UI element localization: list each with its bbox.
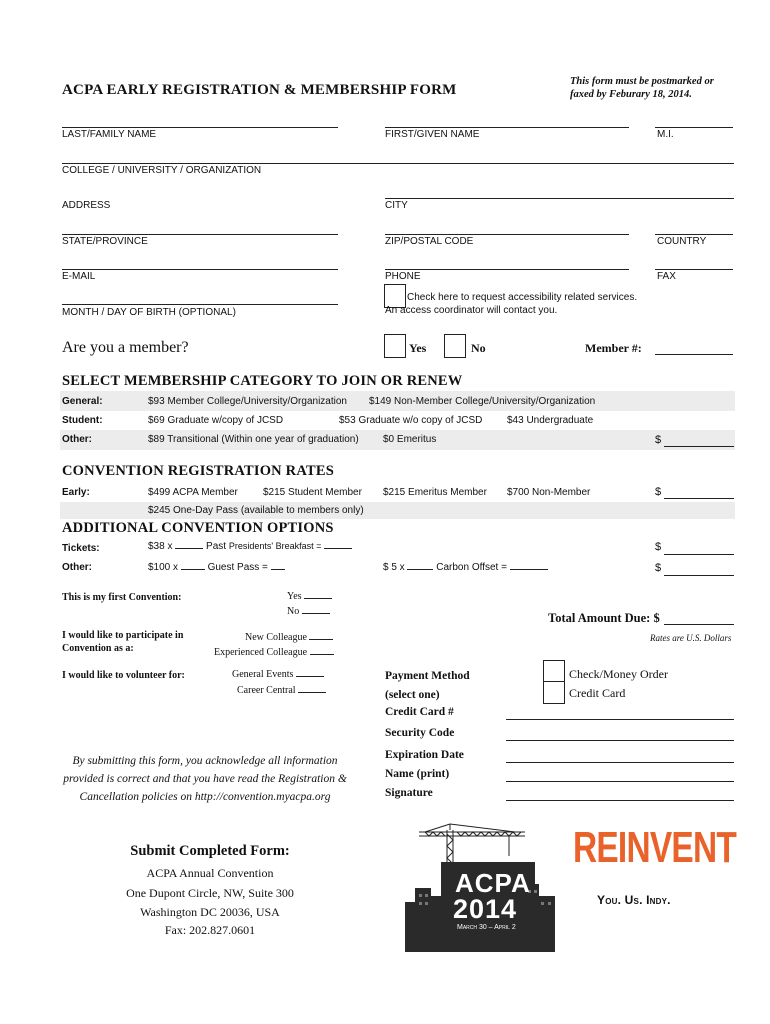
fax-label: FAX [657, 271, 676, 282]
first-convention-yes-label: Yes [287, 591, 302, 602]
email-line[interactable] [62, 269, 338, 270]
carbon-quantity-input[interactable] [407, 569, 433, 570]
dob-line[interactable] [62, 304, 338, 305]
breakfast-total-input[interactable] [324, 548, 352, 549]
membership-section-title: SELECT MEMBERSHIP CATEGORY TO JOIN OR RENEW [62, 373, 463, 389]
check-money-order-checkbox[interactable] [543, 660, 565, 683]
submit-fax: Fax: 202.827.0601 [164, 923, 256, 937]
general-option-1[interactable]: $93 Member College/University/Organization [148, 396, 347, 407]
dob-label: MONTH / DAY OF BIRTH (OPTIONAL) [62, 307, 236, 318]
guest-quantity-input[interactable] [181, 569, 205, 570]
name-print-line[interactable] [506, 781, 734, 782]
carbon-price: $ 5 x [383, 562, 405, 573]
breakfast-item: Presidents' Breakfast = [228, 541, 322, 551]
state-line[interactable] [62, 234, 338, 235]
member-yes-checkbox[interactable] [384, 334, 406, 358]
first-convention-no-label: No [287, 606, 300, 617]
experienced-colleague-blank[interactable] [310, 654, 334, 655]
security-code-label: Security Code [385, 727, 455, 739]
credit-card-checkbox[interactable] [543, 681, 565, 704]
student-label: Student: [62, 415, 103, 426]
convention-dollar-sign: $ [655, 486, 662, 498]
submit-city: Washington DC 20036, USA [140, 905, 280, 919]
form-title: ACPA EARLY REGISTRATION & MEMBERSHIP FORM [62, 82, 457, 98]
carbon-total-input[interactable] [510, 569, 548, 570]
convention-section-title: CONVENTION REGISTRATION RATES [62, 463, 334, 479]
additional-section-title: ADDITIONAL CONVENTION OPTIONS [62, 520, 334, 536]
general-option-2[interactable]: $149 Non-Member College/University/Organization [369, 396, 596, 407]
tickets-label: Tickets: [62, 543, 100, 554]
experienced-colleague-option [214, 647, 334, 658]
mi-line[interactable] [655, 127, 733, 128]
participate-label [62, 629, 183, 655]
tickets-dollar-sign: $ [655, 541, 662, 553]
other-options-label: Other: [62, 562, 92, 573]
experienced-colleague-label: Experienced Colleague [214, 647, 308, 658]
student-option-3[interactable]: $43 Undergraduate [507, 415, 594, 426]
membership-dollar-sign: $ [655, 434, 662, 446]
other-option-2[interactable]: $0 Emeritus [383, 434, 437, 445]
convention-option-student[interactable]: $215 Student Member [263, 487, 362, 498]
new-colleague-blank[interactable] [309, 639, 333, 640]
other-label: Other: [62, 434, 92, 445]
payment-method-line2: (select one) [385, 689, 440, 701]
total-due-line[interactable] [664, 624, 734, 625]
accessibility-line1: Check here to request accessibility related services. [407, 292, 638, 303]
last-name-label: LAST/FAMILY NAME [62, 129, 157, 140]
country-line[interactable] [655, 234, 733, 235]
tickets-amount-line[interactable] [664, 554, 734, 555]
submit-org: ACPA Annual Convention [146, 866, 274, 880]
student-option-2[interactable]: $53 Graduate w/o copy of JCSD [339, 415, 483, 426]
participate-line2: Convention as a: [62, 643, 134, 654]
expiration-label: Expiration Date [385, 749, 464, 761]
signature-label: Signature [385, 787, 433, 799]
postmark-note [570, 75, 714, 101]
name-print-label: Name (print) [385, 768, 450, 780]
first-convention-no [287, 606, 330, 617]
zip-line[interactable] [385, 234, 629, 235]
acpa-2014-logo [405, 822, 555, 952]
convention-option-emeritus[interactable]: $215 Emeritus Member [383, 487, 487, 498]
fax-line[interactable] [655, 269, 733, 270]
payment-method-label [385, 667, 470, 705]
other-dollar-sign: $ [655, 562, 662, 574]
new-colleague-label: New Colleague [245, 632, 307, 643]
last-name-line[interactable] [62, 127, 338, 128]
disclaimer [60, 752, 350, 806]
disclaimer-line3: Cancellation policies on http://convention.myacpa.org [79, 791, 331, 803]
disclaimer-line1: By submitting this form, you acknowledge all information [72, 755, 338, 767]
credit-card-label: Credit Card [569, 686, 626, 700]
other-amount-line[interactable] [664, 575, 734, 576]
member-no-label: No [471, 341, 486, 355]
state-label: STATE/PROVINCE [62, 236, 148, 247]
rates-note: Rates are U.S. Dollars [650, 633, 732, 643]
reinvent-wordmark: REINVENT [573, 823, 737, 872]
accessibility-line2: An access coordinator will contact you. [385, 305, 558, 316]
college-label: COLLEGE / UNIVERSITY / ORGANIZATION [62, 165, 262, 176]
early-label: Early: [62, 487, 90, 498]
address-label: ADDRESS [62, 200, 111, 211]
guest-total-input[interactable] [271, 569, 285, 570]
city-label: CITY [385, 200, 408, 211]
career-central-blank[interactable] [298, 692, 326, 693]
general-label: General: [62, 396, 103, 407]
convention-option-member[interactable]: $499 ACPA Member [148, 487, 238, 498]
submit-heading: Submit Completed Form: [130, 843, 290, 859]
career-central-label: Career Central [237, 685, 296, 696]
check-money-order-label: Check/Money Order [569, 667, 668, 681]
postmark-note-line2: faxed by Feburary 18, 2014. [570, 89, 692, 100]
reinvent-tagline: You. Us. Indy. [597, 893, 671, 907]
breakfast-ticket-row [148, 541, 352, 552]
guest-pass-row [148, 562, 285, 573]
member-number-label: Member #: [585, 341, 642, 355]
disclaimer-line2: provided is correct and that you have read the Registration & [63, 773, 347, 785]
zip-label: ZIP/POSTAL CODE [385, 236, 474, 247]
submit-street: One Dupont Circle, NW, Suite 300 [126, 885, 294, 900]
breakfast-quantity-input[interactable] [175, 548, 203, 549]
phone-line[interactable] [385, 269, 629, 270]
member-number-line[interactable] [655, 354, 733, 355]
card-number-label: Credit Card # [385, 706, 454, 718]
member-yes-label: Yes [409, 341, 427, 355]
general-events-blank[interactable] [296, 676, 324, 677]
first-name-line[interactable] [385, 127, 629, 128]
email-label: E-MAIL [62, 271, 96, 282]
acpa-year: 2014 [453, 894, 518, 924]
convention-amount-line[interactable] [664, 498, 734, 499]
carbon-offset-row [383, 562, 548, 573]
breakfast-price: $38 x [148, 541, 173, 552]
participate-line1: I would like to participate in [62, 630, 184, 641]
other-option-1[interactable]: $89 Transitional (Within one year of graduation) [148, 434, 359, 445]
city-line[interactable] [385, 198, 734, 199]
guest-price: $100 x [148, 562, 179, 573]
phone-label: PHONE [385, 271, 421, 282]
first-name-label: FIRST/GIVEN NAME [385, 129, 480, 140]
general-events-label: General Events [232, 669, 294, 680]
card-number-line[interactable] [506, 719, 734, 720]
carbon-item: Carbon Offset = [436, 562, 507, 573]
convention-option-oneday[interactable]: $245 One-Day Pass (available to members only) [148, 505, 364, 516]
postmark-note-line1: This form must be postmarked or [570, 76, 714, 87]
guest-item: Guest Pass = [207, 562, 268, 573]
member-question: Are you a member? [62, 339, 189, 356]
general-events-option [232, 669, 324, 680]
acpa-wordmark: ACPA [455, 868, 531, 898]
mi-label: M.I. [657, 129, 674, 140]
first-convention-label: This is my first Convention: [62, 592, 182, 603]
student-option-1[interactable]: $69 Graduate w/copy of JCSD [148, 415, 284, 426]
career-central-option [237, 685, 326, 696]
membership-amount-line[interactable] [664, 446, 734, 447]
college-line[interactable] [62, 163, 734, 164]
volunteer-label: I would like to volunteer for: [62, 670, 185, 681]
signature-line[interactable] [506, 800, 734, 801]
submit-address [80, 864, 340, 923]
convention-option-nonmember[interactable]: $700 Non-Member [507, 487, 591, 498]
expiration-line[interactable] [506, 762, 734, 763]
breakfast-past: Past [206, 541, 227, 552]
security-code-line[interactable] [506, 740, 734, 741]
acpa-dates: March 30 – April 2 [457, 924, 516, 931]
new-colleague-option [245, 632, 333, 643]
country-label: COUNTRY [657, 236, 707, 247]
member-no-checkbox[interactable] [444, 334, 466, 358]
total-due-label: Total Amount Due: $ [548, 611, 660, 625]
first-convention-yes [287, 591, 332, 602]
payment-method-line1: Payment Method [385, 670, 470, 682]
first-convention-no-blank[interactable] [302, 613, 330, 614]
first-convention-yes-blank[interactable] [304, 598, 332, 599]
